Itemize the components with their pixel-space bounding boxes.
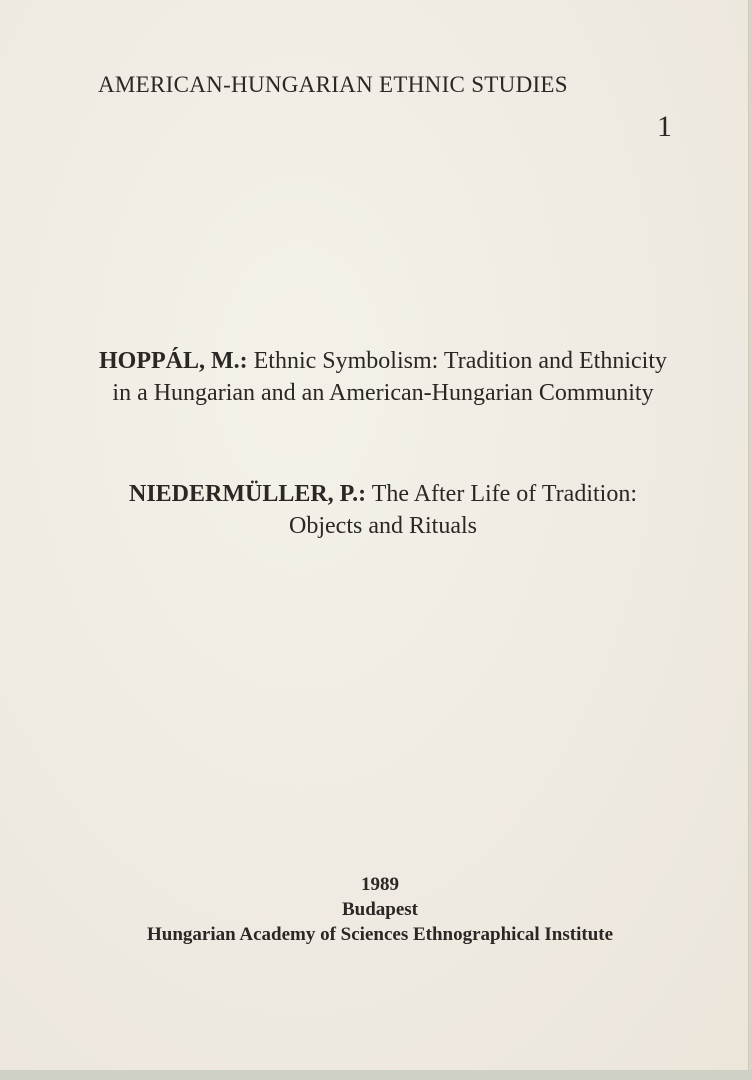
page-edge	[0, 1070, 752, 1080]
entry-title: The After Life of Tradition: Objects and Rituals	[289, 481, 637, 539]
entry-title: Ethnic Symbolism: Tradition and Ethnicity in a Hungarian and an American-Hungarian Community	[112, 348, 667, 406]
contents-entry	[90, 345, 676, 409]
publisher: Hungarian Academy of Sciences Ethnographical Institute	[146, 924, 614, 945]
series-number: 1	[657, 110, 672, 143]
entry-author: NIEDERMÜLLER, P.:	[128, 481, 367, 507]
publication-city: Budapest	[341, 899, 419, 920]
series-title: AMERICAN-HUNGARIAN ETHNIC STUDIES	[98, 72, 568, 97]
entry-author: HOPPÁL, M.:	[99, 348, 248, 374]
publication-year: 1989	[361, 874, 399, 895]
contents-entry	[90, 478, 676, 542]
